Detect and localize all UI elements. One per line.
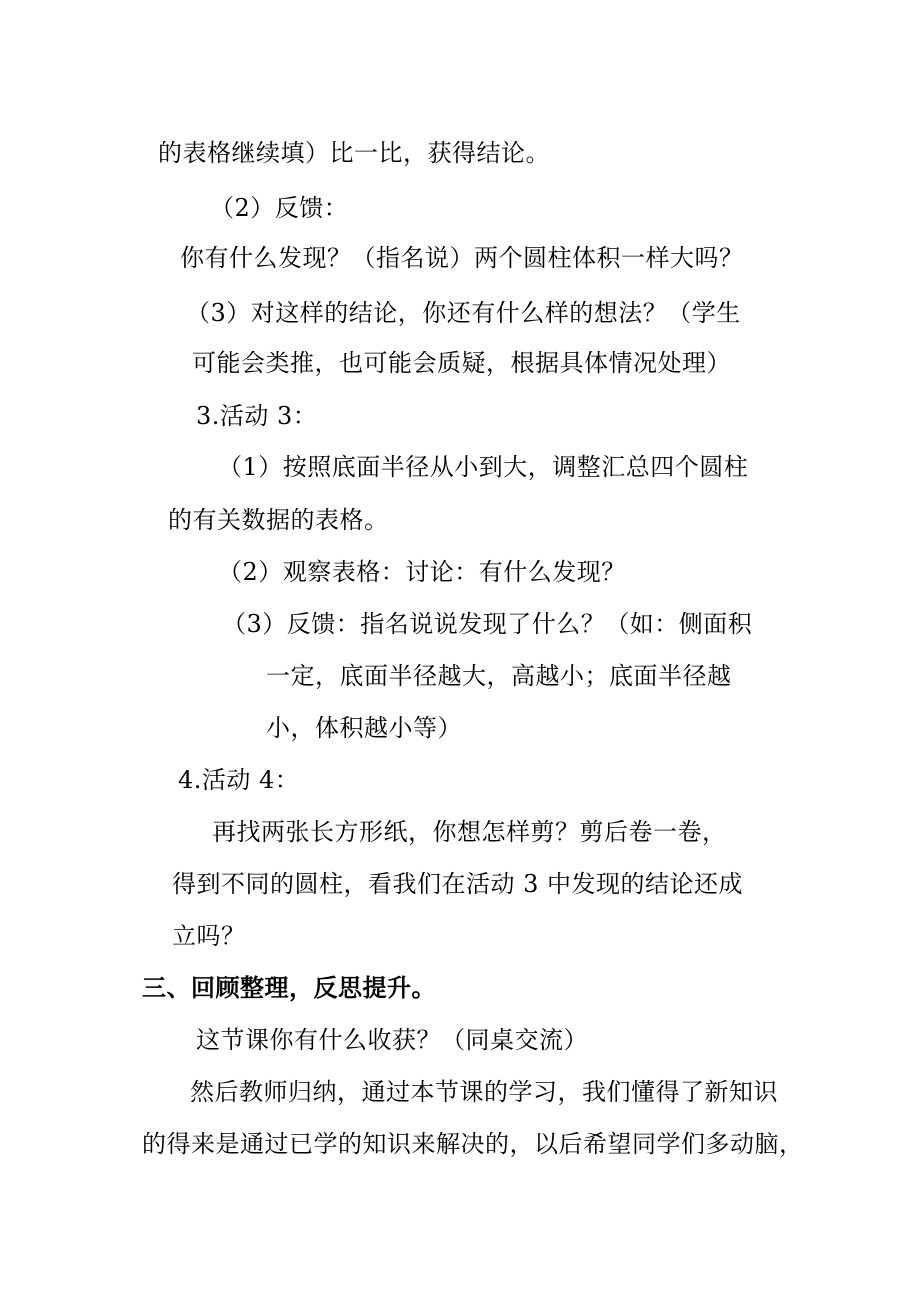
text-line: （3）对这样的结论，你还有什么样的想法？（学生 — [186, 299, 741, 327]
text-line: 一定，底面半径越大，高越小；底面半径越 — [266, 662, 732, 690]
text-line: 3.活动 3： — [196, 402, 318, 430]
text-line: （2）反馈： — [210, 194, 349, 222]
text-line: 的有关数据的表格。 — [168, 506, 389, 534]
text-line: 的得来是通过已学的知识来解决的，以后希望同学们多动脑， — [142, 1130, 804, 1158]
text-line: 的表格继续填）比一比，获得结论。 — [158, 139, 550, 167]
text-line: 这节课你有什么收获？（同桌交流） — [196, 1026, 588, 1054]
text-line: 得到不同的圆柱，看我们在活动 3 中发现的结论还成 — [172, 870, 744, 898]
text-line: 立吗？ — [172, 922, 246, 950]
text-line: 你有什么发现？（指名说）两个圆柱体积一样大吗？ — [180, 244, 744, 272]
text-line: 小，体积越小等） — [266, 714, 462, 742]
section-heading: 三、回顾整理，反思提升。 — [142, 973, 436, 1002]
text-line: （2）观察表格：讨论：有什么发现？ — [218, 558, 626, 586]
text-line: 4.活动 4： — [178, 766, 300, 794]
text-line: 然后教师归纳，通过本节课的学习，我们懂得了新知识 — [190, 1078, 778, 1106]
text-line: 再找两张长方形纸，你想怎样剪？剪后卷一卷， — [212, 818, 727, 846]
text-line: 可能会类推，也可能会质疑，根据具体情况处理） — [192, 349, 731, 377]
text-line: （1）按照底面半径从小到大，调整汇总四个圆柱 — [218, 453, 749, 481]
text-line: （3）反馈：指名说说发现了什么？（如：侧面积 — [222, 610, 753, 638]
